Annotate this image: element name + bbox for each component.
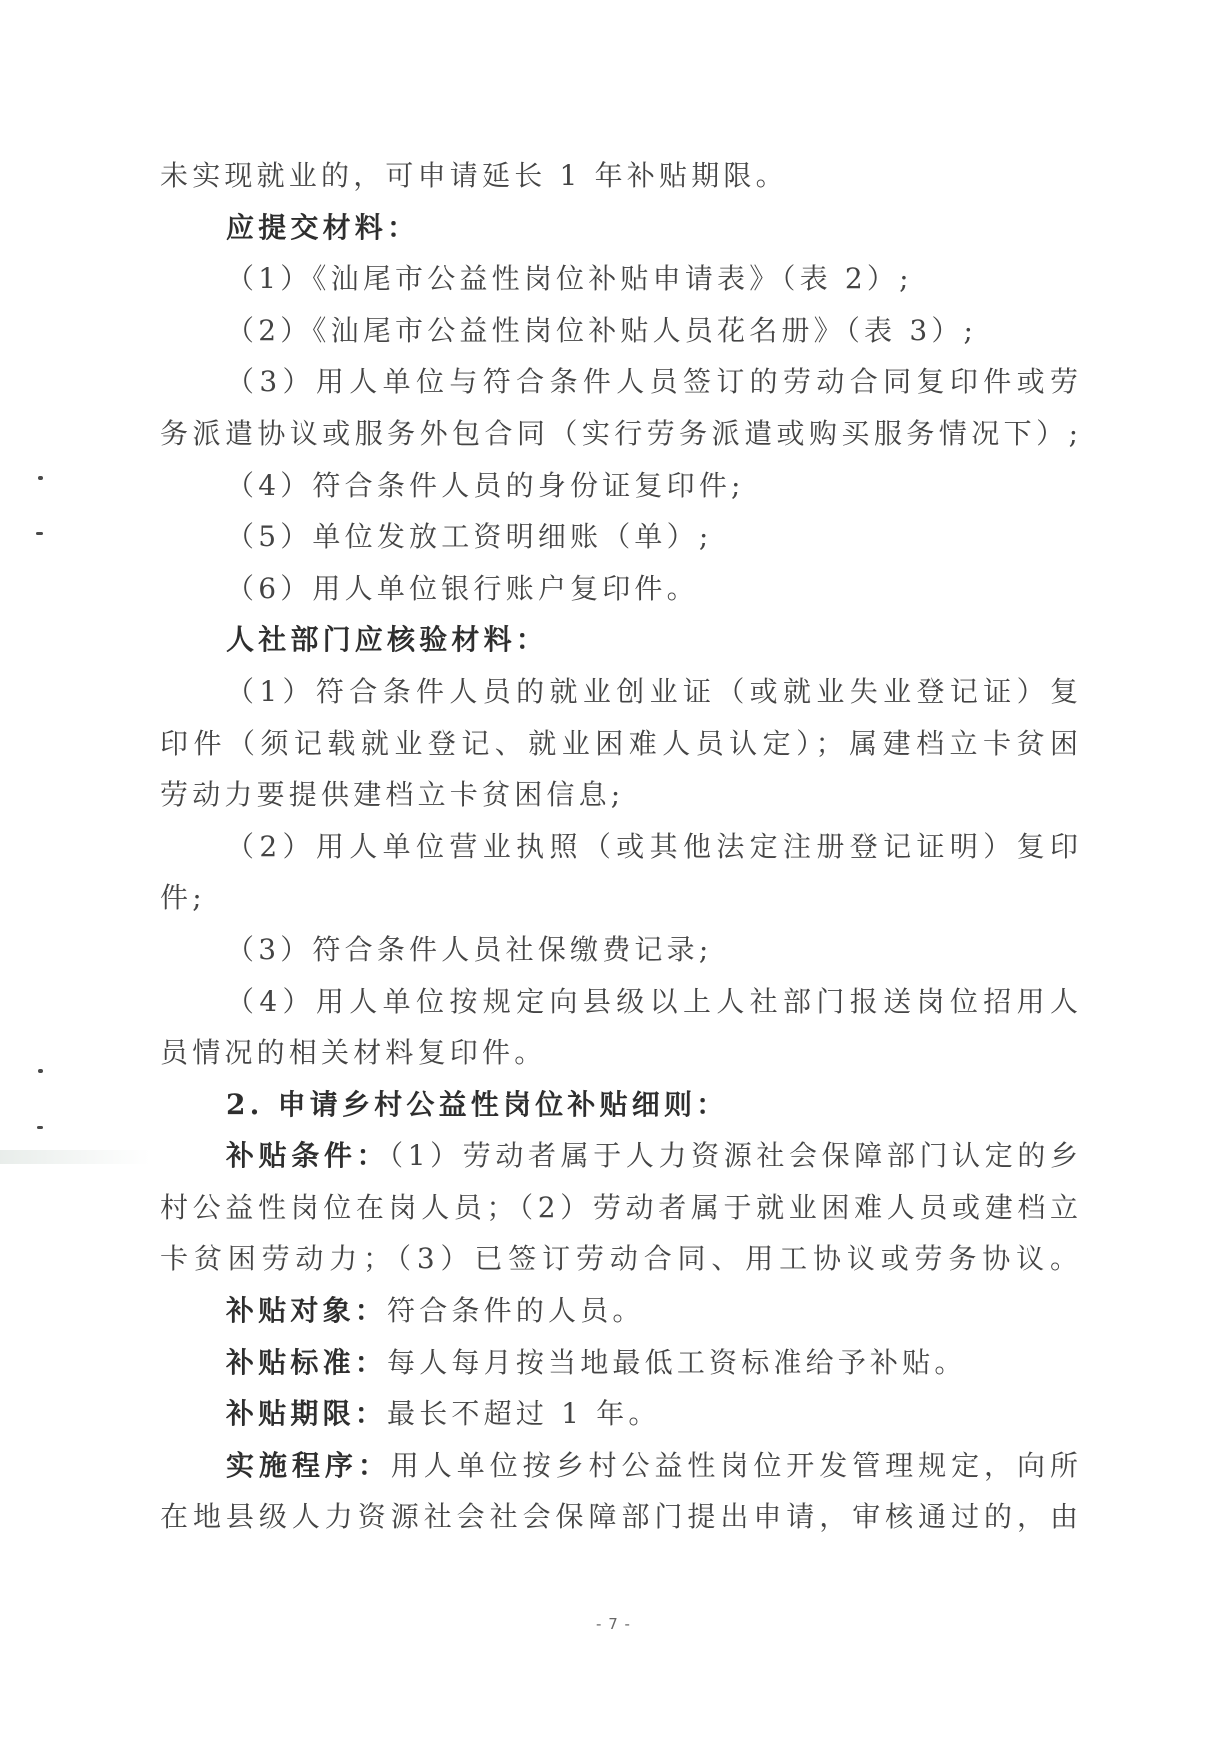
list-item-continuation: 劳动力要提供建档立卡贫困信息;	[160, 778, 625, 812]
paragraph-line: 村公益性岗位在岗人员；（2）劳动者属于就业困难人员或建档立	[160, 1190, 1078, 1224]
paragraph-subsidy-period: 补贴期限：最长不超过 1 年。	[226, 1397, 661, 1431]
list-item-continuation: 印件（须记载就业登记、就业困难人员认定）；属建档立卡贫困	[160, 726, 1078, 760]
list-item-continuation: 件;	[160, 881, 206, 915]
list-item: （3）符合条件人员社保缴费记录;	[226, 932, 713, 966]
list-item: （4）用人单位按规定向县级以上人社部门报送岗位招用人	[226, 984, 1078, 1018]
scan-mark	[38, 1069, 43, 1073]
lead-label: 补贴对象：	[226, 1294, 388, 1328]
list-item: （5）单位发放工资明细账（单）;	[226, 520, 713, 554]
list-item: （3）用人单位与符合条件人员签订的劳动合同复印件或劳	[226, 365, 1078, 399]
lead-label: 补贴条件：	[226, 1139, 390, 1173]
paragraph-line: 在地县级人力资源社会社会保障部门提出申请，审核通过的，由	[160, 1500, 1078, 1534]
section-heading-rural-subsidy-rules: 2. 申请乡村公益性岗位补贴细则：	[226, 1087, 729, 1121]
paragraph-implementation-procedure: 实施程序：用人单位按乡村公益性岗位开发管理规定，向所	[226, 1448, 1078, 1482]
scan-mark	[36, 532, 43, 535]
paragraph-line: 未实现就业的，可申请延长 1 年补贴期限。	[160, 159, 788, 192]
list-item-continuation: 务派遣协议或服务外包合同（实行劳务派遣或购买服务情况下）;	[160, 416, 1078, 450]
paragraph-line: 卡贫困劳动力；（3）已签订劳动合同、用工协议或劳务协议。	[160, 1242, 1078, 1276]
list-item-continuation: 员情况的相关材料复印件。	[160, 1036, 547, 1070]
list-item: （6）用人单位银行账户复印件。	[226, 571, 699, 605]
document-body	[160, 150, 1078, 1543]
list-item: （1）符合条件人员的就业创业证（或就业失业登记证）复	[226, 674, 1078, 708]
scan-mark	[38, 476, 43, 480]
section-heading-verification-materials: 人社部门应核验材料：	[226, 623, 549, 657]
section-heading-required-materials: 应提交材料：	[226, 210, 420, 244]
scan-smudge	[0, 1150, 150, 1164]
list-item: （4）符合条件人员的身份证复印件;	[226, 468, 745, 502]
list-item: （1）《汕尾市公益性岗位补贴申请表》（表 2）;	[226, 262, 913, 296]
list-item: （2）用人单位营业执照（或其他法定注册登记证明）复印	[226, 829, 1078, 863]
lead-label: 实施程序：	[226, 1448, 391, 1482]
paragraph-subsidy-standard: 补贴标准：每人每月按当地最低工资标准给予补贴。	[226, 1345, 967, 1379]
scan-mark	[37, 1126, 43, 1129]
paragraph-subsidy-conditions: 补贴条件：（1）劳动者属于人力资源社会保障部门认定的乡	[226, 1139, 1078, 1173]
paragraph-subsidy-target: 补贴对象：符合条件的人员。	[226, 1294, 645, 1328]
lead-label: 补贴期限：	[226, 1397, 388, 1431]
list-item: （2）《汕尾市公益性岗位补贴人员花名册》（表 3）;	[226, 313, 978, 347]
lead-label: 补贴标准：	[226, 1345, 388, 1379]
page-number: - 7 -	[596, 1615, 631, 1633]
